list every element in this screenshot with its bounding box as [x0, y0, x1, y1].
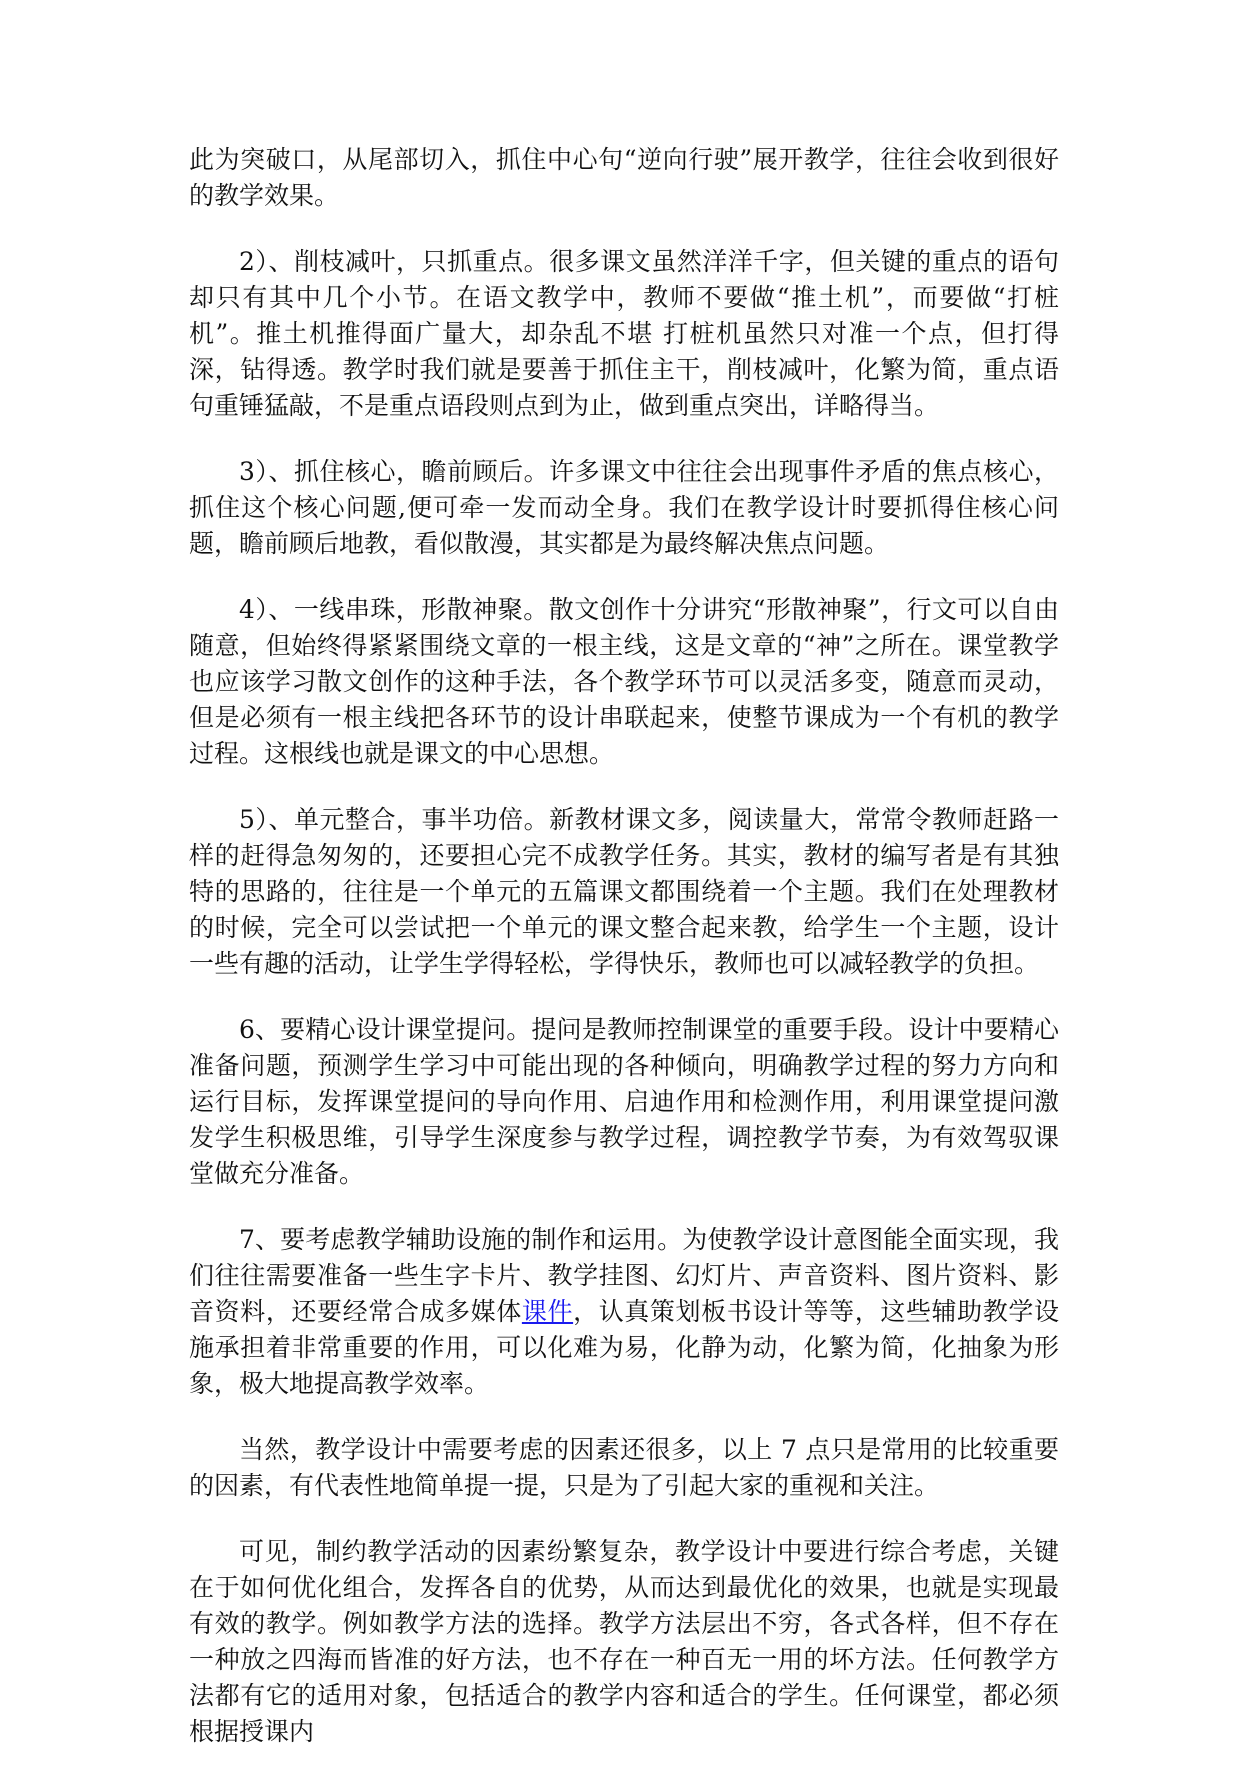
paragraph-point-2: 2）、削枝减叶，只抓重点。很多课文虽然洋洋千字，但关键的重点的语句却只有其中几个小节。在语文教学中，教师不要做“推土机”，而要做“打桩机”。推土机推得面广量大，却杂乱不堪 打桩机虽然只对准一个点，但打得深，钻得透。教学时我们就是要善于抓住主干，削枝减叶，化繁为简，重点语句重锤猛敲，不是重点语段则点到为止，做到重点突出，详略得当。 [189, 247, 1059, 420]
document-page [189, 142, 1059, 1780]
courseware-link[interactable]: 课件 [521, 1297, 574, 1326]
paragraph-point-3: 3）、抓住核心，瞻前顾后。许多课文中往往会出现事件矛盾的焦点核心，抓住这个核心问题,便可牵一发而动全身。我们在教学设计时要抓得住核心问题，瞻前顾后地教，看似散漫，其实都是为最终解决焦点问题。 [189, 457, 1059, 558]
paragraph-summary: 当然，教学设计中需要考虑的因素还很多，以上 7 点只是常用的比较重要的因素，有代表性地简单提一提，只是为了引起大家的重视和关注。 [189, 1435, 1059, 1500]
paragraph-point-4: 4）、一线串珠，形散神聚。散文创作十分讲究“形散神聚”，行文可以自由随意，但始终得紧紧围绕文章的一根主线，这是文章的“神”之所在。课堂教学也应该学习散文创作的这种手法，各个教学环节可以灵活多变，随意而灵动，但是必须有一根主线把各环节的设计串联起来，使整节课成为一个有机的教学过程。这根线也就是课文的中心思想。 [189, 595, 1059, 768]
paragraph-section-7-text-b: ，认真策划板书设计等等，这些辅助教学设施承担着非常重要的作用，可以化难为易，化静为动，化繁为简，化抽象为形象，极大地提高教学效率。 [189, 1297, 1059, 1398]
paragraph-continuation: 此为突破口，从尾部切入，抓住中心句“逆向行驶”展开教学，往往会收到很好的教学效果。 [189, 145, 1059, 210]
paragraph-section-7-text-a: 7、要考虑教学辅助设施的制作和运用。为使教学设计意图能全面实现，我们往往需要准备一些生字卡片、教学挂图、幻灯片、声音资料、图片资料、影音资料，还要经常合成多媒体 [189, 1225, 1059, 1326]
paragraph-conclusion: 可见，制约教学活动的因素纷繁复杂，教学设计中要进行综合考虑，关键在于如何优化组合，发挥各自的优势，从而达到最优化的效果，也就是实现最有效的教学。例如教学方法的选择。教学方法层出不穷，各式各样，但不存在一种放之四海而皆准的好方法，也不存在一种百无一用的坏方法。任何教学方法都有它的适用对象，包括适合的教学内容和适合的学生。任何课堂，都必须根据授课内 [189, 1537, 1059, 1746]
paragraph-point-5: 5）、单元整合，事半功倍。新教材课文多，阅读量大，常常令教师赶路一样的赶得急匆匆的，还要担心完不成教学任务。其实，教材的编写者是有其独特的思路的，往往是一个单元的五篇课文都围绕着一个主题。我们在处理教材的时候，完全可以尝试把一个单元的课文整合起来教，给学生一个主题，设计一些有趣的活动，让学生学得轻松，学得快乐，教师也可以减轻教学的负担。 [189, 805, 1059, 978]
paragraph-section-6: 6、要精心设计课堂提问。提问是教师控制课堂的重要手段。设计中要精心准备问题，预测学生学习中可能出现的各种倾向，明确教学过程的努力方向和运行目标，发挥课堂提问的导向作用、启迪作用和检测作用，利用课堂提问激发学生积极思维，引导学生深度参与教学过程，调控教学节奏，为有效驾驭课堂做充分准备。 [189, 1015, 1059, 1188]
paragraph-section-7 [189, 1222, 1059, 1402]
